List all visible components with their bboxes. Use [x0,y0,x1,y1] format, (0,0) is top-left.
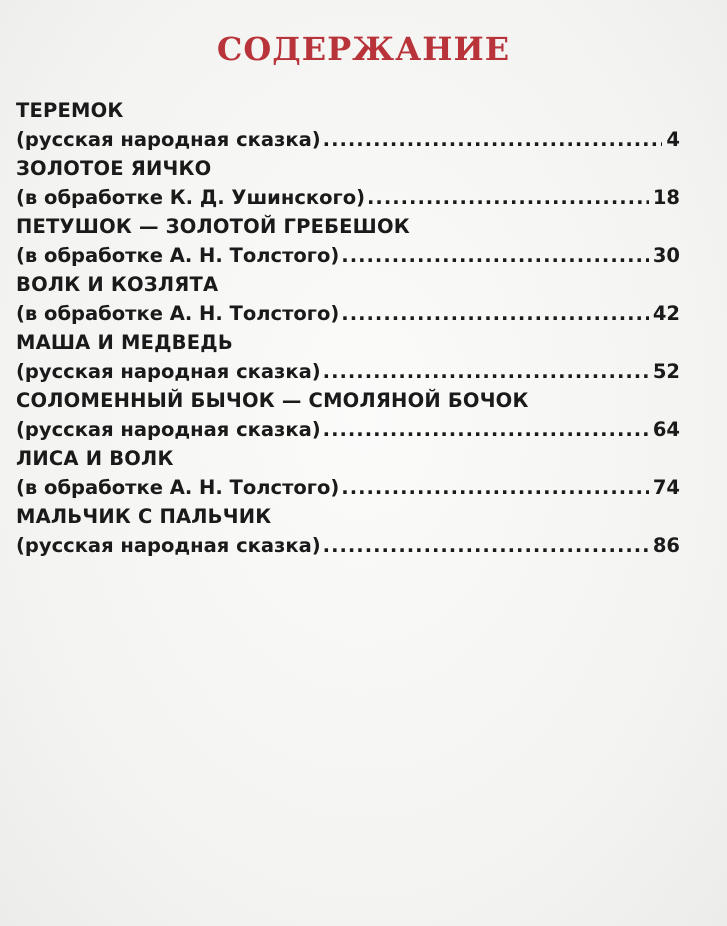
toc-entry [16,212,680,270]
toc-entry-page: 18 [652,186,680,209]
toc-entry-title: ВОЛК И КОЗЛЯТА [16,273,219,296]
toc-entry-subtitle: (русская народная сказка) [16,128,321,151]
toc-entry-subtitle: (русская народная сказка) [16,534,321,557]
toc-entry [16,386,680,444]
toc-entry-line [16,125,680,154]
toc-entry-subtitle: (в обработке А. Н. Толстого) [16,244,340,267]
toc-entry-subtitle: (в обработке А. Н. Толстого) [16,302,340,325]
toc-entry-line [16,415,680,444]
dot-leader [367,183,649,212]
toc-entry [16,270,680,328]
toc-entry-page: 52 [652,360,680,383]
toc-entry-page: 4 [666,128,680,151]
toc-entry-page: 86 [652,534,680,557]
toc-entry [16,96,680,154]
toc-entry-title: ТЕРЕМОК [16,99,124,122]
dot-leader [323,415,649,444]
toc-entry-subtitle: (в обработке К. Д. Ушинского) [16,186,366,209]
toc-entry [16,444,680,502]
dot-leader [323,531,649,560]
dot-leader [341,473,649,502]
dot-leader [323,125,663,154]
toc-entry-line [16,299,680,328]
toc-entry-page: 42 [652,302,680,325]
toc-entry [16,154,680,212]
table-of-contents [16,96,680,560]
toc-entry-title: МАША И МЕДВЕДЬ [16,331,233,354]
toc-entry-title: ЗОЛОТОЕ ЯИЧКО [16,157,212,180]
toc-entry-line [16,241,680,270]
page-title: СОДЕРЖАНИЕ [216,30,511,68]
toc-entry-title: МАЛЬЧИК С ПАЛЬЧИК [16,505,272,528]
dot-leader [323,357,649,386]
toc-entry-subtitle: (в обработке А. Н. Толстого) [16,476,340,499]
toc-entry-title: ЛИСА И ВОЛК [16,447,174,470]
toc-entry-subtitle: (русская народная сказка) [16,418,321,441]
toc-entry-title: СОЛОМЕННЫЙ БЫЧОК — СМОЛЯНОЙ БОЧОК [16,389,529,412]
dot-leader [341,299,649,328]
toc-entry-page: 64 [652,418,680,441]
toc-entry-subtitle: (русская народная сказка) [16,360,321,383]
toc-entry-page: 30 [652,244,680,267]
toc-entry [16,502,680,560]
toc-entry-line [16,531,680,560]
dot-leader [341,241,649,270]
toc-entry-line [16,357,680,386]
toc-entry-line [16,183,680,212]
toc-entry-title: ПЕТУШОК — ЗОЛОТОЙ ГРЕБЕШОК [16,215,410,238]
toc-entry-line [16,473,680,502]
toc-entry-page: 74 [652,476,680,499]
toc-entry [16,328,680,386]
